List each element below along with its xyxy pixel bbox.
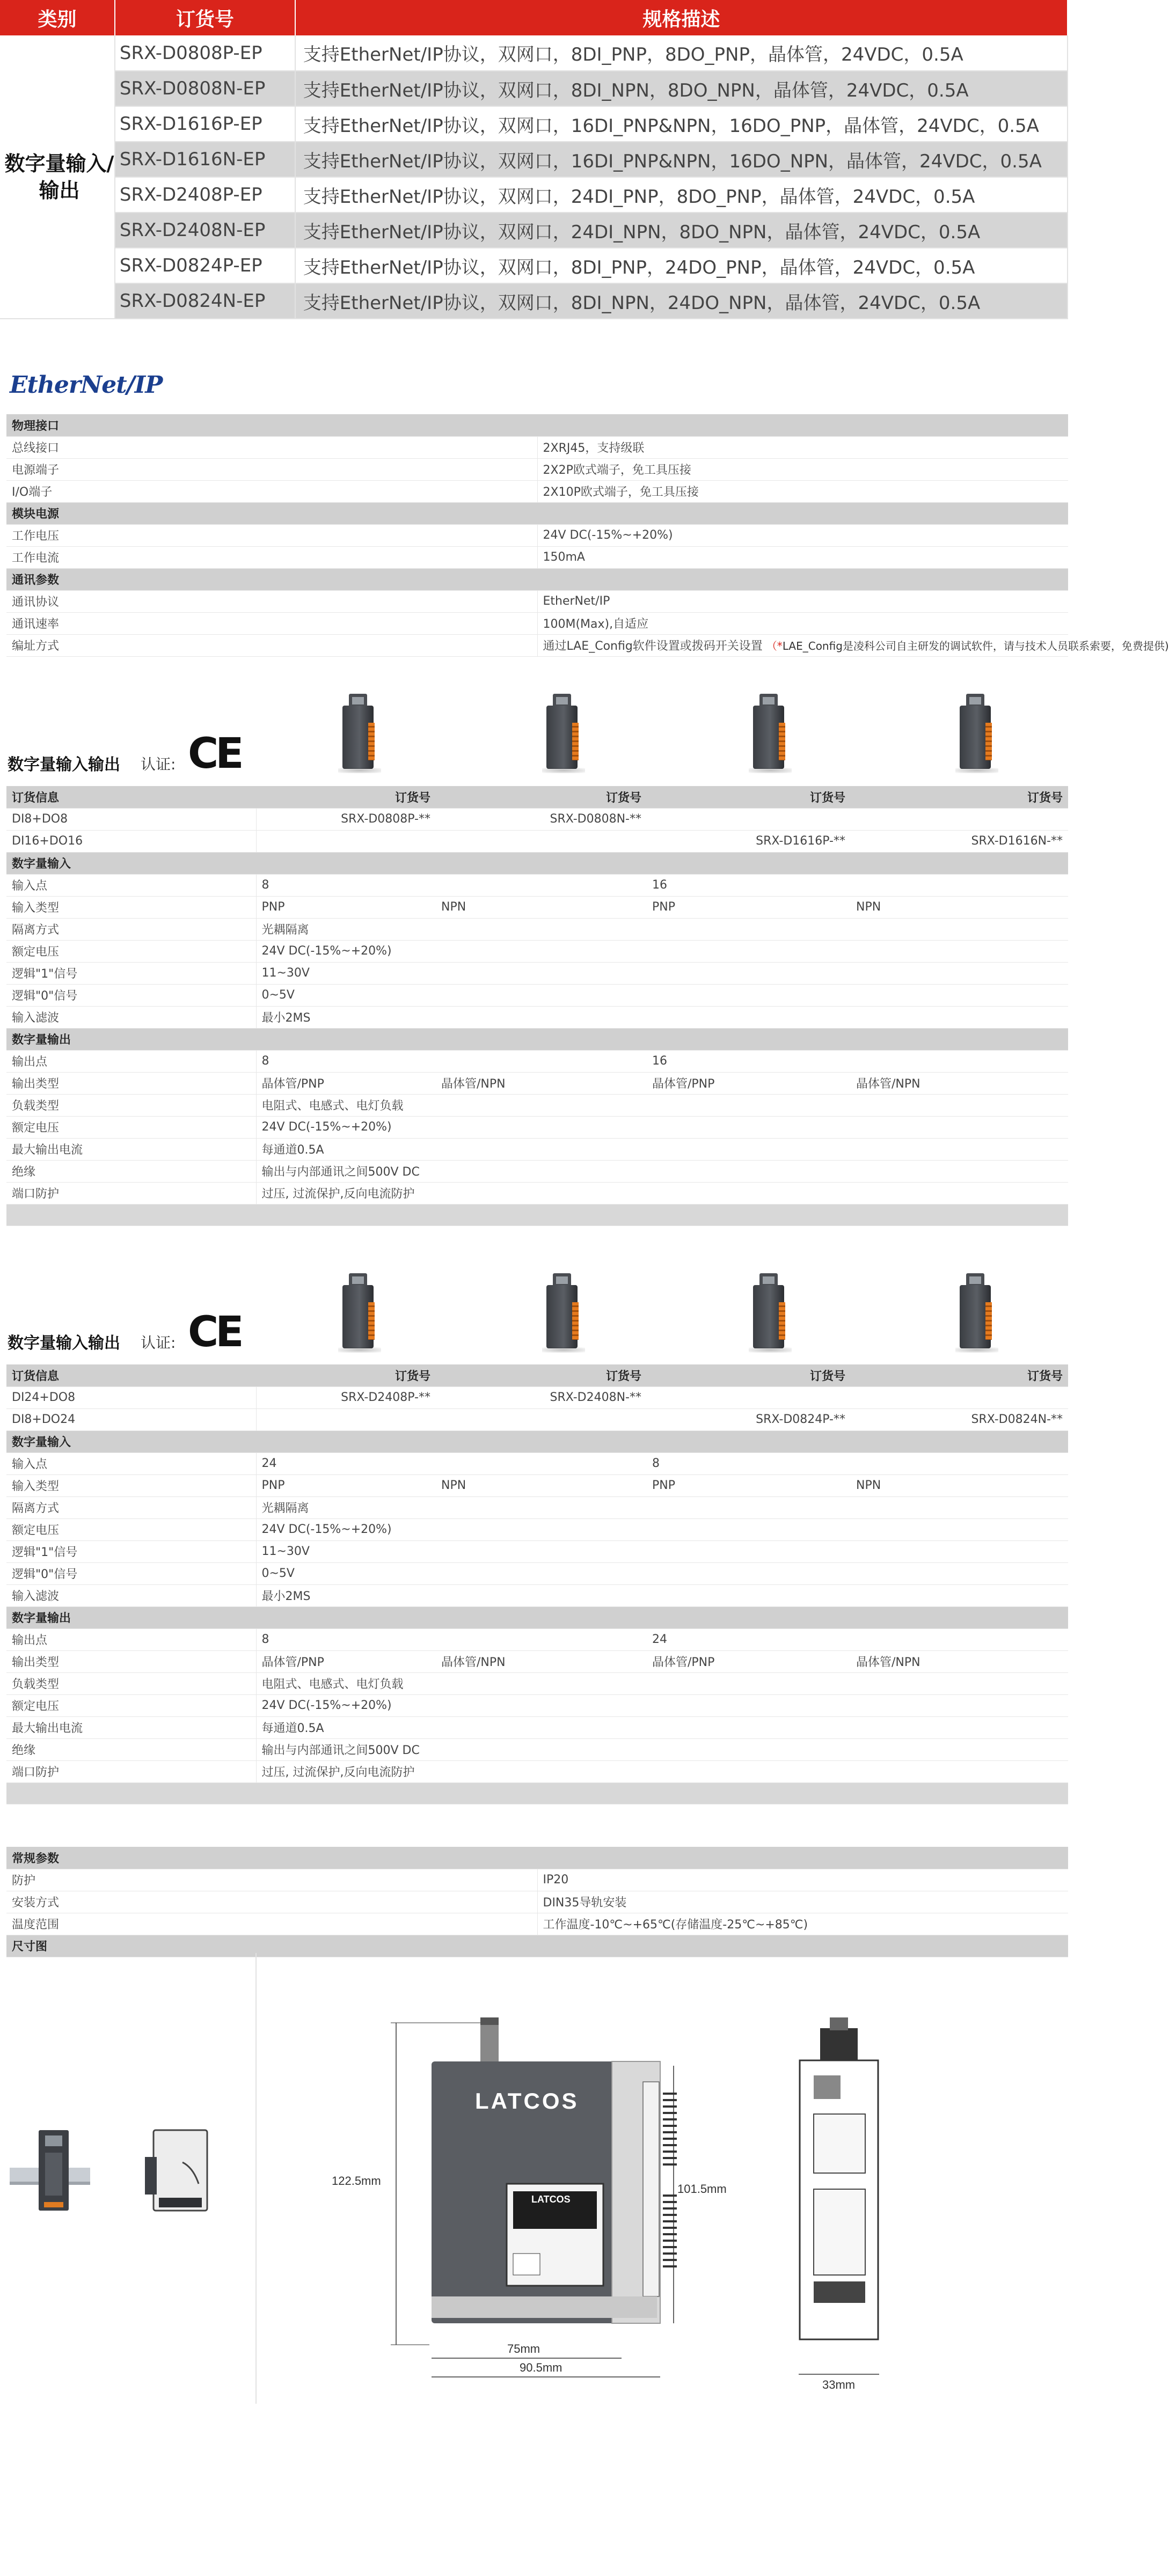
module-image <box>743 689 792 775</box>
col-category: 类别 <box>0 0 115 35</box>
table-row: 逻辑"1"信号 11~30V <box>6 962 1068 984</box>
order-code: SRX-D1616P-EP <box>115 106 295 142</box>
table-footer <box>6 1782 1068 1804</box>
table-row: 输入点 24 8 <box>6 1452 1068 1474</box>
table-row: 最大输出电流 每通道0.5A <box>6 1138 1068 1160</box>
section-header: 数字量输出 <box>6 1028 1068 1050</box>
module-image <box>743 1269 792 1355</box>
dim-inner-height: 101.5mm <box>677 2182 727 2196</box>
dim-height: 122.5mm <box>332 2174 381 2188</box>
table-row: 通讯速率 100M(Max),自适应 <box>6 612 1068 634</box>
table-row: 逻辑"0"信号 0~5V <box>6 1562 1068 1584</box>
dim-width-outer: 90.5mm <box>520 2361 562 2374</box>
table-row <box>0 106 1068 142</box>
module-image <box>333 1269 381 1355</box>
side-view-drawing <box>799 2017 879 2391</box>
table-row: DI8+DO8 SRX-D0808P-** SRX-D0808N-** <box>6 808 1068 830</box>
table-row: 工作电压 24V DC(-15%~+20%) <box>6 524 1068 546</box>
table-row: I/O端子 2X10P欧式端子，免工具压接 <box>6 480 1068 502</box>
ethernet-ip-logo: EtherNet/IP <box>10 371 163 399</box>
table-row <box>0 142 1068 177</box>
order-code: SRX-D2408P-EP <box>115 177 295 212</box>
table-row: 工作电流 150mA <box>6 546 1068 568</box>
cert-label: 认证: <box>141 755 176 773</box>
address-value: 通过LAE_Config软件设置或拨码开关设置 <box>543 640 763 653</box>
col-spec: 规格描述 <box>295 0 1068 35</box>
table-row: 逻辑"0"信号 0~5V <box>6 984 1068 1006</box>
module-image <box>333 689 381 775</box>
table-row: 额定电压 24V DC(-15%~+20%) <box>6 1116 1068 1138</box>
dimension-drawing <box>0 1953 1073 2409</box>
table-row: 绝缘 输出与内部通讯之间500V DC <box>6 1160 1068 1182</box>
section-header: 模块电源 <box>6 502 1068 524</box>
table-row: 输出点 8 16 <box>6 1050 1068 1072</box>
table-row: 输入类型 PNP NPN PNP NPN <box>6 1474 1068 1496</box>
section-header: 物理接口 <box>6 414 1068 436</box>
section-header: 数字量输出 <box>6 1606 1068 1628</box>
table-row: 端口防护 过压, 过流保护,反向电流防护 <box>6 1182 1068 1204</box>
order-code: SRX-D0824P-EP <box>115 248 295 283</box>
label-brand: LATCOS <box>531 2194 571 2205</box>
table-row: 隔离方式 光耦隔离 <box>6 1496 1068 1518</box>
section-header: 订货信息 订货号 订货号 订货号 订货号 <box>6 1364 1068 1386</box>
brand-logo: LATCOS <box>475 2088 579 2113</box>
cert-label: 认证: <box>141 1334 176 1352</box>
table-row: 温度范围 工作温度-10℃~+65℃(存储温度-25℃~+85℃) <box>6 1913 1068 1935</box>
section-header: 常规参数 <box>6 1847 1068 1869</box>
order-code: SRX-D2408N-EP <box>115 212 295 248</box>
table-row: 最大输出电流 每通道0.5A <box>6 1716 1068 1738</box>
ce-mark: CE <box>188 730 241 778</box>
general-spec-table <box>6 414 1169 657</box>
order-code: SRX-D0808P-EP <box>115 35 295 71</box>
spec-desc: 支持EtherNet/IP协议，双网口，16DI_PNP&NPN，16DO_NPN，晶体管，24VDC，0.5A <box>295 142 1068 177</box>
table-row <box>0 71 1068 106</box>
table-row: 输出类型 晶体管/PNP 晶体管/NPN 晶体管/PNP 晶体管/NPN <box>6 1650 1068 1672</box>
din-rail-photo-front <box>10 2130 90 2211</box>
section-title: 数字量输入输出 <box>8 755 120 774</box>
table-row: 通讯协议 EtherNet/IP <box>6 590 1068 612</box>
product-table <box>0 0 1068 319</box>
spec-desc: 支持EtherNet/IP协议，双网口，8DI_NPN，8DO_NPN，晶体管，24VDC，0.5A <box>295 71 1068 106</box>
table-row <box>0 248 1068 283</box>
io2-spec-table <box>6 1364 1068 1804</box>
section-header: 订货信息 订货号 订货号 订货号 订货号 <box>6 786 1068 808</box>
din-rail-photo-side <box>145 2130 207 2211</box>
spec-desc: 支持EtherNet/IP协议，双网口，24DI_PNP，8DO_PNP，晶体管，24VDC，0.5A <box>295 177 1068 212</box>
table-row: 额定电压 24V DC(-15%~+20%) <box>6 1518 1068 1540</box>
table-row: 防护 IP20 <box>6 1869 1068 1891</box>
module-image <box>537 1269 585 1355</box>
table-row: 隔离方式 光耦隔离 <box>6 918 1068 940</box>
table-row: 端口防护 过压, 过流保护,反向电流防护 <box>6 1760 1068 1782</box>
table-footer <box>6 1204 1068 1225</box>
io1-spec-table <box>6 786 1068 1226</box>
table-row: 总线接口 2XRJ45，支持级联 <box>6 436 1068 458</box>
order-code: SRX-D1616N-EP <box>115 142 295 177</box>
product-table-header <box>0 0 1068 35</box>
table-row: 额定电压 24V DC(-15%~+20%) <box>6 940 1068 962</box>
table-row: 负载类型 电阻式、电感式、电灯负载 <box>6 1672 1068 1694</box>
table-row: 绝缘 输出与内部通讯之间500V DC <box>6 1738 1068 1760</box>
order-code: SRX-D0808N-EP <box>115 71 295 106</box>
section-header: 通讯参数 <box>6 568 1068 590</box>
category-cell: 数字量输入/输出 <box>0 35 115 319</box>
spec-desc: 支持EtherNet/IP协议，双网口，8DI_NPN，24DO_NPN，晶体管，24VDC，0.5A <box>295 283 1068 319</box>
order-code: SRX-D0824N-EP <box>115 283 295 319</box>
table-row: 输入滤波 最小2MS <box>6 1584 1068 1606</box>
module-image <box>950 1269 998 1355</box>
address-note: （*LAE_Config是凌科公司自主研发的调试软件，请与技术人员联系索要，免费提供) <box>766 640 1169 652</box>
table-row: 负载类型 电阻式、电感式、电灯负载 <box>6 1094 1068 1116</box>
table-row: 输入类型 PNP NPN PNP NPN <box>6 896 1068 918</box>
table-row <box>0 212 1068 248</box>
table-row: DI24+DO8 SRX-D2408P-** SRX-D2408N-** <box>6 1386 1068 1408</box>
table-row: DI8+DO24 SRX-D0824P-** SRX-D0824N-** <box>6 1408 1068 1430</box>
section-header: 数字量输入 <box>6 852 1068 874</box>
spec-desc: 支持EtherNet/IP协议，双网口，16DI_PNP&NPN，16DO_PNP，晶体管，24VDC，0.5A <box>295 106 1068 142</box>
module-image <box>537 689 585 775</box>
table-row: 输出类型 晶体管/PNP 晶体管/NPN 晶体管/PNP 晶体管/NPN <box>6 1072 1068 1094</box>
spec-desc: 支持EtherNet/IP协议，双网口，8DI_PNP，24DO_PNP，晶体管，24VDC，0.5A <box>295 248 1068 283</box>
table-row: 逻辑"1"信号 11~30V <box>6 1540 1068 1562</box>
dim-side-width: 33mm <box>822 2378 856 2391</box>
table-row: 编址方式 通过LAE_Config软件设置或拨码开关设置 （*LAE_Config是凌科公司自主研发的调试软件，请与技术人员联系索要，免费提供) <box>6 634 1068 656</box>
table-row: 输入点 8 16 <box>6 874 1068 896</box>
dim-width-inner: 75mm <box>507 2342 540 2355</box>
table-row: 输入滤波 最小2MS <box>6 1006 1068 1028</box>
table-row <box>0 177 1068 212</box>
table-row: 额定电压 24V DC(-15%~+20%) <box>6 1694 1068 1716</box>
spec-desc: 支持EtherNet/IP协议，双网口，24DI_NPN，8DO_NPN，晶体管，24VDC，0.5A <box>295 212 1068 248</box>
col-order-no: 订货号 <box>115 0 295 35</box>
table-row <box>0 35 1068 71</box>
ce-mark: CE <box>188 1308 241 1356</box>
module-image <box>950 689 998 775</box>
table-row: 输出点 8 24 <box>6 1628 1068 1650</box>
table-row: DI16+DO16 SRX-D1616P-** SRX-D1616N-** <box>6 830 1068 852</box>
section-header: 尺寸图 <box>6 1935 1068 1957</box>
front-view-drawing <box>332 2017 727 2377</box>
table-row: 电源端子 2X2P欧式端子，免工具压接 <box>6 458 1068 480</box>
spec-desc: 支持EtherNet/IP协议，双网口，8DI_PNP，8DO_PNP，晶体管，24VDC，0.5A <box>295 35 1068 71</box>
section-title: 数字量输入输出 <box>8 1334 120 1353</box>
table-row: 安装方式 DIN35导轨安装 <box>6 1891 1068 1913</box>
table-row <box>0 283 1068 319</box>
common-spec-table <box>6 1847 1068 1957</box>
section-header: 数字量输入 <box>6 1430 1068 1452</box>
